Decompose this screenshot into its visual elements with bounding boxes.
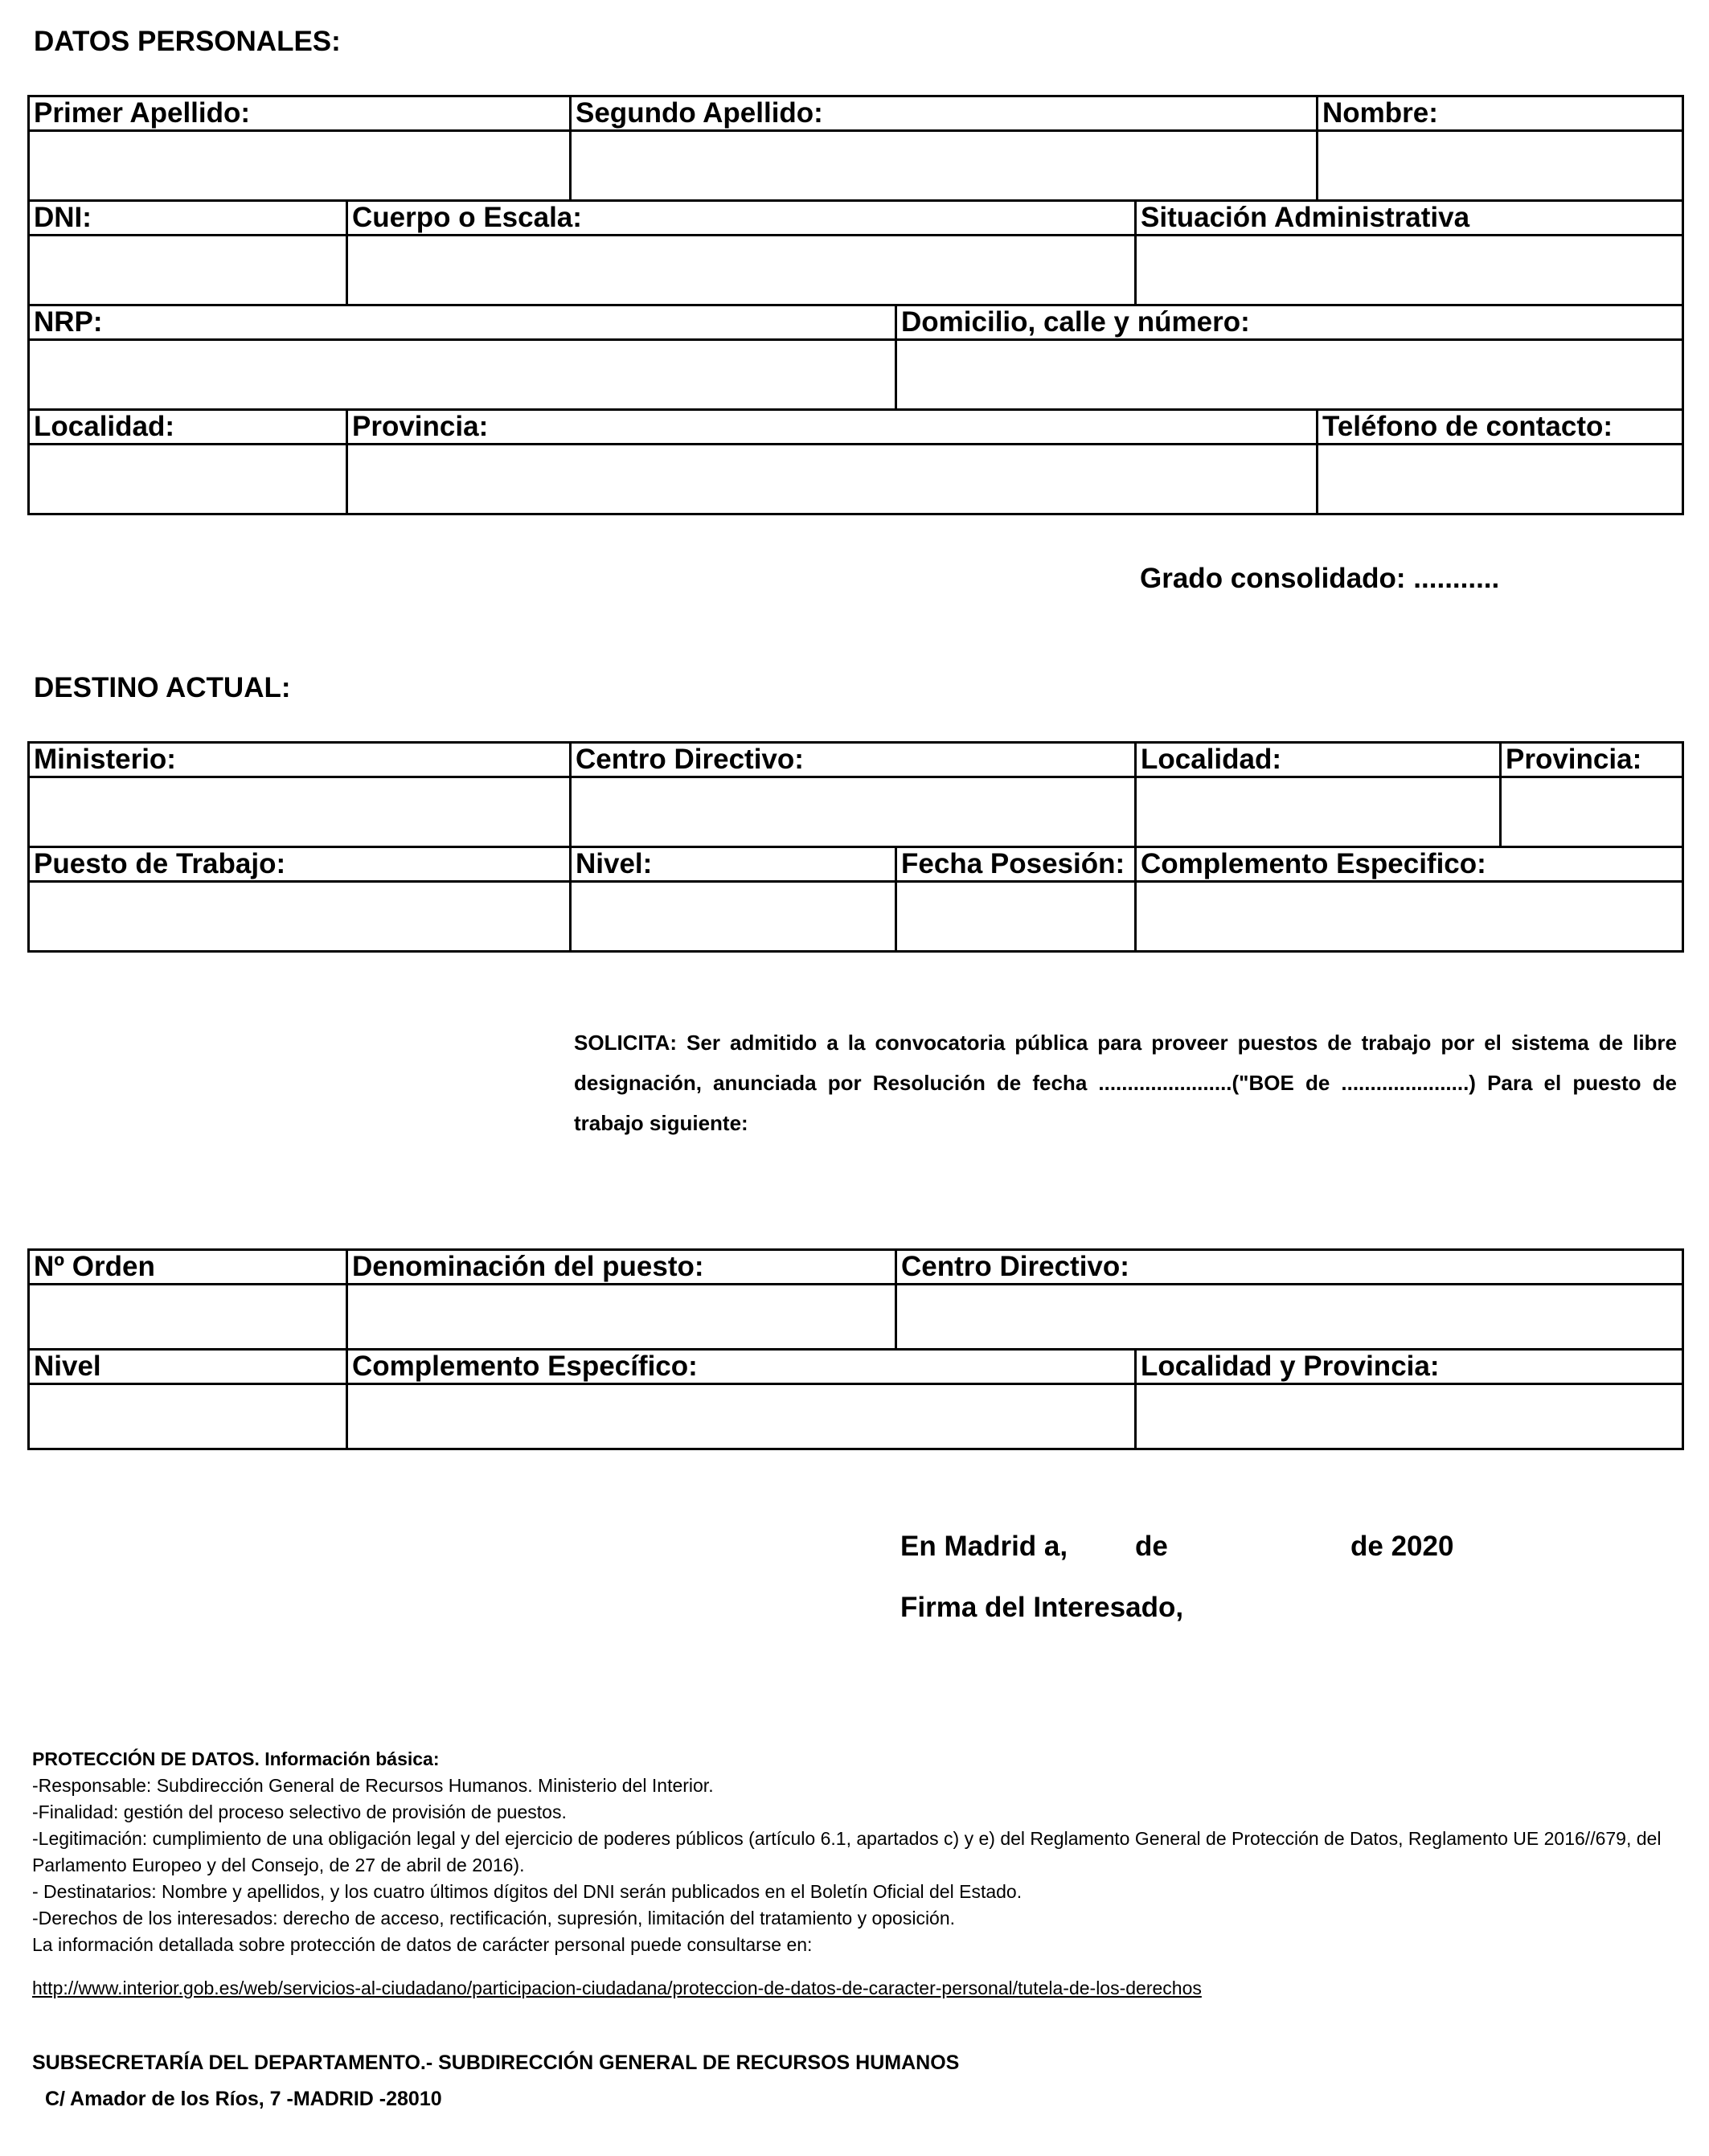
- puesto-solicitado-table: [27, 1248, 1684, 1450]
- localidad-provincia-label: Localidad y Provincia:: [1136, 1350, 1683, 1384]
- proteccion-datos-link[interactable]: http://www.interior.gob.es/web/servicios-al-ciudadano/participacion-ciudadana/proteccion-de-datos-de-caracter-personal/tutela-de-los-derechos: [32, 1978, 1202, 1998]
- nivel-field[interactable]: [571, 882, 896, 952]
- denominacion-puesto-field[interactable]: [347, 1285, 896, 1350]
- fecha-en-madrid: En Madrid a,: [900, 1531, 1068, 1562]
- localidad-provincia-field[interactable]: [1136, 1384, 1683, 1449]
- proteccion-line-destinatarios: - Destinatarios: Nombre y apellidos, y los cuatro últimos dígitos del DNI serán publicados en el Boletín Oficial del Estado.: [32, 1881, 1023, 1902]
- numero-orden-field[interactable]: [29, 1285, 347, 1350]
- proteccion-line-responsable: -Responsable: Subdirección General de Recursos Humanos. Ministerio del Interior.: [32, 1775, 714, 1796]
- domicilio-field[interactable]: [896, 340, 1683, 410]
- puesto-complemento-field[interactable]: [347, 1384, 1136, 1449]
- segundo-apellido-field[interactable]: [571, 131, 1318, 201]
- provincia-label: Provincia:: [347, 410, 1318, 445]
- destino-provincia-field[interactable]: [1501, 777, 1683, 847]
- proteccion-datos-block: [32, 1746, 1680, 1958]
- proteccion-line-derechos: -Derechos de los interesados: derecho de acceso, rectificación, supresión, limitación del tratamiento y oposición.: [32, 1908, 956, 1929]
- localidad-label: Localidad:: [29, 410, 347, 445]
- puesto-complemento-label: Complemento Específico:: [347, 1350, 1136, 1384]
- fecha-de-mes: de: [1135, 1531, 1168, 1562]
- footer-subsecretaria: SUBSECRETARÍA DEL DEPARTAMENTO.- SUBDIRECCIÓN GENERAL DE RECURSOS HUMANOS: [32, 2051, 960, 2074]
- puesto-centro-directivo-label: Centro Directivo:: [896, 1250, 1683, 1285]
- puesto-nivel-label: Nivel: [29, 1350, 347, 1384]
- cuerpo-escala-label: Cuerpo o Escala:: [347, 201, 1136, 236]
- puesto-nivel-field[interactable]: [29, 1384, 347, 1449]
- nrp-field[interactable]: [29, 340, 896, 410]
- centro-directivo-field[interactable]: [571, 777, 1136, 847]
- nombre-label: Nombre:: [1318, 96, 1683, 131]
- provincia-field[interactable]: [347, 445, 1318, 514]
- fecha-posesion-field[interactable]: [896, 882, 1136, 952]
- situacion-administrativa-label: Situación Administrativa: [1136, 201, 1683, 236]
- telefono-label: Teléfono de contacto:: [1318, 410, 1683, 445]
- complemento-especifico-label: Complemento Especifico:: [1136, 847, 1683, 882]
- puesto-trabajo-field[interactable]: [29, 882, 571, 952]
- datos-personales-table: [27, 95, 1684, 515]
- proteccion-line-finalidad: -Finalidad: gestión del proceso selectivo de provisión de puestos.: [32, 1801, 567, 1822]
- localidad-field[interactable]: [29, 445, 347, 514]
- destino-localidad-label: Localidad:: [1136, 743, 1501, 777]
- ministerio-label: Ministerio:: [29, 743, 571, 777]
- section-title-datos-personales: DATOS PERSONALES:: [34, 26, 341, 57]
- grado-consolidado: Grado consolidado: ...........: [1140, 563, 1500, 594]
- situacion-administrativa-field[interactable]: [1136, 236, 1683, 305]
- firma-interesado: Firma del Interesado,: [900, 1592, 1184, 1623]
- proteccion-line-legitimacion: -Legitimación: cumplimiento de una obligación legal y del ejercicio de poderes públicos (artículo 6.1, apartados c) y e) del Reglamento General de Protección de Datos, Reglamento UE 2016//679, del Parlamento Europeo y del Consejo, de 27 de abril de 2016).: [32, 1828, 1662, 1875]
- proteccion-datos-title: PROTECCIÓN DE DATOS. Información básica:: [32, 1748, 440, 1769]
- telefono-field[interactable]: [1318, 445, 1683, 514]
- destino-localidad-field[interactable]: [1136, 777, 1501, 847]
- domicilio-label: Domicilio, calle y número:: [896, 305, 1683, 340]
- primer-apellido-label: Primer Apellido:: [29, 96, 571, 131]
- puesto-centro-directivo-field[interactable]: [896, 1285, 1683, 1350]
- dni-label: DNI:: [29, 201, 347, 236]
- section-title-destino-actual: DESTINO ACTUAL:: [34, 672, 291, 703]
- nrp-label: NRP:: [29, 305, 896, 340]
- denominacion-puesto-label: Denominación del puesto:: [347, 1250, 896, 1285]
- ministerio-field[interactable]: [29, 777, 571, 847]
- dni-field[interactable]: [29, 236, 347, 305]
- nivel-label: Nivel:: [571, 847, 896, 882]
- destino-actual-table: [27, 741, 1684, 953]
- proteccion-line-informacion: La información detallada sobre protección de datos de carácter personal puede consultarse en:: [32, 1934, 813, 1955]
- primer-apellido-field[interactable]: [29, 131, 571, 201]
- complemento-especifico-field[interactable]: [1136, 882, 1683, 952]
- destino-provincia-label: Provincia:: [1501, 743, 1683, 777]
- numero-orden-label: Nº Orden: [29, 1250, 347, 1285]
- segundo-apellido-label: Segundo Apellido:: [571, 96, 1318, 131]
- cuerpo-escala-field[interactable]: [347, 236, 1136, 305]
- fecha-de-anio: de 2020: [1350, 1531, 1454, 1562]
- nombre-field[interactable]: [1318, 131, 1683, 201]
- puesto-trabajo-label: Puesto de Trabajo:: [29, 847, 571, 882]
- centro-directivo-label: Centro Directivo:: [571, 743, 1136, 777]
- solicita-paragraph: SOLICITA: Ser admitido a la convocatoria pública para proveer puestos de trabajo por el sistema de libre designación, anunciada por Resolución de fecha .......................("BOE de ......................) Para el puesto de trabajo siguiente:: [574, 1031, 1677, 1135]
- fecha-posesion-label: Fecha Posesión:: [896, 847, 1136, 882]
- footer-address: C/ Amador de los Ríos, 7 -MADRID -28010: [45, 2088, 442, 2110]
